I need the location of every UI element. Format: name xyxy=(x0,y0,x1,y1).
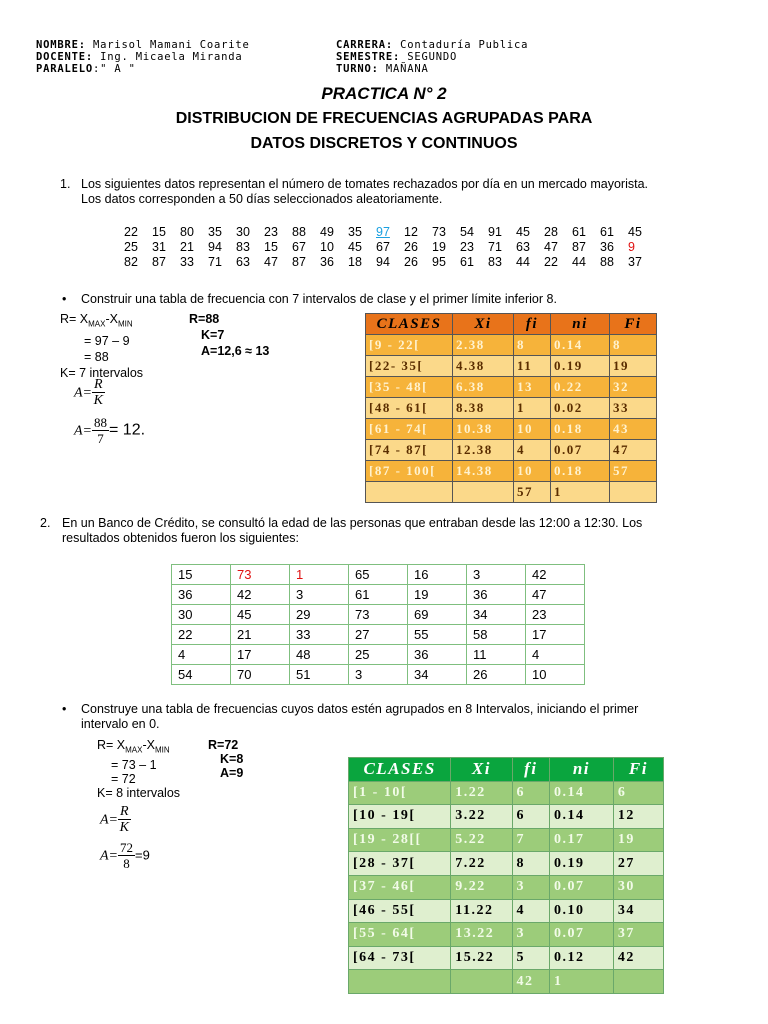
table-row xyxy=(349,781,664,805)
table-cell: 55 xyxy=(408,625,467,645)
subtitle-line-1: DISTRIBUCION DE FRECUENCIAS AGRUPADAS PARA xyxy=(175,110,593,127)
table-cell: 22 xyxy=(172,625,231,645)
table-row xyxy=(172,645,585,665)
data-value: 73 xyxy=(432,225,446,239)
data-value: 36 xyxy=(320,255,334,269)
table-cell: [61 - 74[ xyxy=(366,419,453,440)
table-cell: 36 xyxy=(172,585,231,605)
table-cell: 27 xyxy=(613,852,663,876)
table-cell: 3 xyxy=(467,565,526,585)
table-cell: 0.12 xyxy=(550,946,614,970)
table-cell: 5.22 xyxy=(451,828,512,852)
data-value: 91 xyxy=(488,225,502,239)
amplitude-result: A=12,6 ≈ 13 xyxy=(201,344,270,358)
range-formula: $R= X_{MAX}-X_{MIN}$ xyxy=(60,312,133,329)
data-value: 87 xyxy=(292,255,306,269)
table-row xyxy=(172,565,585,585)
table-cell: [55 - 64[ xyxy=(349,923,451,947)
total-cell: 1 xyxy=(551,482,610,503)
table-cell: 3 xyxy=(349,665,408,685)
table-row xyxy=(366,440,657,461)
k-result: K=7 xyxy=(201,328,225,342)
table-cell: [35 - 48[ xyxy=(366,377,453,398)
problem2-results xyxy=(208,737,243,781)
table-cell: 0.14 xyxy=(550,805,614,829)
total-cell xyxy=(453,482,514,503)
total-cell: 42 xyxy=(512,970,550,994)
table-cell: 3 xyxy=(512,875,550,899)
table-cell: [87 - 100[ xyxy=(366,461,453,482)
data-value: 97 xyxy=(376,225,390,239)
table-cell: 47 xyxy=(610,440,657,461)
table-cell: 12 xyxy=(613,805,663,829)
table-cell: 11.22 xyxy=(451,899,512,923)
k-result: K=8 xyxy=(220,752,244,766)
data-value: 21 xyxy=(180,240,194,254)
table-row xyxy=(349,923,664,947)
table-cell: 57 xyxy=(610,461,657,482)
table-cell: 23 xyxy=(526,605,585,625)
data-value: 10 xyxy=(320,240,334,254)
table-cell: 33 xyxy=(290,625,349,645)
table-cell: 43 xyxy=(610,419,657,440)
header-name-line xyxy=(36,39,250,51)
header-shift-line xyxy=(336,63,528,75)
table-cell: [74 - 87[ xyxy=(366,440,453,461)
problem2-text-line-2: resultados obtenidos fueron los siguientes: xyxy=(62,531,299,545)
range-value: = 72 xyxy=(111,771,136,786)
group-value: :" A " xyxy=(92,63,136,75)
table-cell: 0.14 xyxy=(551,335,610,356)
table-cell: 10 xyxy=(514,461,551,482)
table-cell: 9.22 xyxy=(451,875,512,899)
table-cell: 1 xyxy=(290,565,349,585)
data-value: 35 xyxy=(208,225,222,239)
amplitude-computation: A= $\frac{72}{8}$ =9 xyxy=(100,840,150,871)
data-row-3 xyxy=(124,255,724,270)
table-row xyxy=(366,461,657,482)
header-ni: ni xyxy=(550,758,614,782)
data-value: 23 xyxy=(460,240,474,254)
amplitude-result: A=9 xyxy=(220,766,244,780)
data-value: 94 xyxy=(208,240,222,254)
table-cell: 15.22 xyxy=(451,946,512,970)
data-value: 63 xyxy=(236,255,250,269)
page-title: PRACTICA N° 2 xyxy=(321,84,447,103)
problem1-instruction: Construir una tabla de frecuencia con 7 intervalos de clase y el primer límite inferior 8. xyxy=(81,292,557,306)
table-cell: [22- 35[ xyxy=(366,356,453,377)
table-cell: 10.38 xyxy=(453,419,514,440)
problem1-text xyxy=(81,177,741,207)
bullet-icon: • xyxy=(62,292,67,306)
table-row xyxy=(366,335,657,356)
table-cell: 0.22 xyxy=(551,377,610,398)
problem2-instruction-line-2: intervalo en 0. xyxy=(81,717,160,731)
data-value: 22 xyxy=(124,225,138,239)
intervals-count: K= 7 intervalos xyxy=(60,365,144,380)
table-cell: 0.07 xyxy=(551,440,610,461)
table-cell: 8 xyxy=(512,852,550,876)
table-cell: 45 xyxy=(231,605,290,625)
table-row xyxy=(172,585,585,605)
table-cell: 70 xyxy=(231,665,290,685)
data-value: 44 xyxy=(572,255,586,269)
table-cell: 69 xyxy=(408,605,467,625)
table-cell: 58 xyxy=(467,625,526,645)
problem1-calc xyxy=(60,311,143,381)
table-cell: 1 xyxy=(514,398,551,419)
data-value: 22 xyxy=(544,255,558,269)
amplitude-formula: A= $\frac{R}{K}$ xyxy=(74,377,103,408)
table-cell: 7 xyxy=(512,828,550,852)
total-cell xyxy=(366,482,453,503)
table-cell: [64 - 73[ xyxy=(349,946,451,970)
table-cell: 0.18 xyxy=(551,419,610,440)
range-substitution: = 97 – 9 xyxy=(84,333,130,348)
table-cell: 27 xyxy=(349,625,408,645)
table-cell: 4 xyxy=(172,645,231,665)
table-cell: 25 xyxy=(349,645,408,665)
header-right xyxy=(336,39,528,75)
table-cell: 47 xyxy=(526,585,585,605)
data-value: 45 xyxy=(348,240,362,254)
data-value: 61 xyxy=(572,225,586,239)
table-row xyxy=(366,398,657,419)
table-cell: 4.38 xyxy=(453,356,514,377)
table-cell: 0.07 xyxy=(550,875,614,899)
range-substitution: = 73 – 1 xyxy=(111,757,157,772)
data-value: 37 xyxy=(628,255,642,269)
table-cell: 6 xyxy=(613,781,663,805)
career-label: CARRERA: xyxy=(336,39,393,51)
problem1-number: 1. xyxy=(60,177,71,191)
table-cell: 4 xyxy=(514,440,551,461)
table-row xyxy=(349,852,664,876)
table-cell: 11 xyxy=(467,645,526,665)
data-value: 67 xyxy=(292,240,306,254)
table-cell: 6 xyxy=(512,781,550,805)
table-cell: [46 - 55[ xyxy=(349,899,451,923)
table-cell: 51 xyxy=(290,665,349,685)
data-value: 23 xyxy=(264,225,278,239)
total-cell xyxy=(613,970,663,994)
table-cell: 14.38 xyxy=(453,461,514,482)
data-value: 87 xyxy=(572,240,586,254)
problem2-text-line-1: En un Banco de Crédito, se consultó la edad de las personas que entraban desde las 12:00 a 12:30. Los xyxy=(62,516,643,530)
table-cell: 29 xyxy=(290,605,349,625)
data-value: 33 xyxy=(180,255,194,269)
problem1-data xyxy=(124,225,724,270)
header-group-line xyxy=(36,63,250,75)
table-cell: 42 xyxy=(231,585,290,605)
ages-data-table xyxy=(171,564,585,685)
header-clases: CLASES xyxy=(349,758,451,782)
data-value: 45 xyxy=(628,225,642,239)
data-value: 15 xyxy=(152,225,166,239)
data-value: 54 xyxy=(460,225,474,239)
data-value: 80 xyxy=(180,225,194,239)
problem1-results xyxy=(189,311,269,359)
table-cell: 15 xyxy=(172,565,231,585)
table-cell: 21 xyxy=(231,625,290,645)
total-cell: 1 xyxy=(550,970,614,994)
data-value: 83 xyxy=(488,255,502,269)
data-row-2 xyxy=(124,240,724,255)
table-cell: 4 xyxy=(526,645,585,665)
data-value: 19 xyxy=(432,240,446,254)
table-cell: [48 - 61[ xyxy=(366,398,453,419)
table-cell: 54 xyxy=(172,665,231,685)
subtitle-line-2: DATOS DISCRETOS Y CONTINUOS xyxy=(250,135,518,152)
header-left xyxy=(36,39,250,75)
header-xi: Xi xyxy=(451,758,512,782)
table-cell: 32 xyxy=(610,377,657,398)
shift-label: TURNO: xyxy=(336,63,379,75)
table-cell: 17 xyxy=(526,625,585,645)
header-teacher-line xyxy=(36,51,250,63)
data-value: 31 xyxy=(152,240,166,254)
data-value: 44 xyxy=(516,255,530,269)
table-row xyxy=(172,625,585,645)
table-cell: 8 xyxy=(514,335,551,356)
table-cell: 6.38 xyxy=(453,377,514,398)
table-row xyxy=(349,828,664,852)
name-value: Marisol Mamani Coarite xyxy=(85,39,250,51)
data-value: 47 xyxy=(544,240,558,254)
table-cell: 37 xyxy=(613,923,663,947)
teacher-value: Ing. Micaela Miranda xyxy=(92,51,243,63)
table-cell: 26 xyxy=(467,665,526,685)
header-Fi: Fi xyxy=(613,758,663,782)
frequency-table-1 xyxy=(365,313,657,503)
table-cell: 36 xyxy=(408,645,467,665)
range-value: = 88 xyxy=(84,349,109,364)
table-cell: 33 xyxy=(610,398,657,419)
table-cell: 16 xyxy=(408,565,467,585)
header-fi: fi xyxy=(512,758,550,782)
table-cell: 17 xyxy=(231,645,290,665)
table-cell: 34 xyxy=(613,899,663,923)
data-value: 12 xyxy=(404,225,418,239)
data-value: 9 xyxy=(628,240,635,254)
table-row xyxy=(366,356,657,377)
data-value: 94 xyxy=(376,255,390,269)
table-cell: 0.10 xyxy=(550,899,614,923)
table-row xyxy=(349,875,664,899)
header-ni: ni xyxy=(551,314,610,335)
table-row xyxy=(349,946,664,970)
header-semester-line xyxy=(336,51,528,63)
table-cell: 0.18 xyxy=(551,461,610,482)
name-label: NOMBRE: xyxy=(36,39,86,51)
data-value: 95 xyxy=(432,255,446,269)
totals-row xyxy=(366,482,657,503)
career-value: Contaduría Publica xyxy=(392,39,529,51)
table-cell: [10 - 19[ xyxy=(349,805,451,829)
total-cell: 57 xyxy=(514,482,551,503)
table-cell: [19 - 28[[ xyxy=(349,828,451,852)
problem2-instruction xyxy=(81,702,741,732)
data-value: 18 xyxy=(348,255,362,269)
table-cell: 7.22 xyxy=(451,852,512,876)
total-cell xyxy=(349,970,451,994)
range-result: R=88 xyxy=(189,312,220,326)
table-cell: [28 - 37[ xyxy=(349,852,451,876)
bullet-icon: • xyxy=(62,702,67,716)
table-cell: 12.38 xyxy=(453,440,514,461)
table-cell: 6 xyxy=(512,805,550,829)
table-cell: 2.38 xyxy=(453,335,514,356)
table-cell: 42 xyxy=(526,565,585,585)
table-cell: 0.19 xyxy=(551,356,610,377)
table-cell: 8.38 xyxy=(453,398,514,419)
data-value: 35 xyxy=(348,225,362,239)
data-value: 30 xyxy=(236,225,250,239)
table-cell: 65 xyxy=(349,565,408,585)
header-xi: Xi xyxy=(453,314,514,335)
data-value: 26 xyxy=(404,240,418,254)
table-cell: 11 xyxy=(514,356,551,377)
data-value: 82 xyxy=(124,255,138,269)
semester-value: SEGUNDO xyxy=(400,51,458,63)
table-cell: 34 xyxy=(467,605,526,625)
table-row xyxy=(349,805,664,829)
total-cell xyxy=(610,482,657,503)
table-cell: 8 xyxy=(610,335,657,356)
table-cell: 36 xyxy=(467,585,526,605)
header-Fi: Fi xyxy=(610,314,657,335)
problem1-text-line-2: Los datos corresponden a 50 días seleccionados aleatoriamente. xyxy=(81,192,443,206)
problem2-text xyxy=(62,516,742,546)
table-cell: 5 xyxy=(512,946,550,970)
table-cell: 0.02 xyxy=(551,398,610,419)
table-cell: 61 xyxy=(349,585,408,605)
range-result: R=72 xyxy=(208,738,239,752)
table-cell: 3.22 xyxy=(451,805,512,829)
data-value: 28 xyxy=(544,225,558,239)
table-row xyxy=(172,665,585,685)
table-row xyxy=(366,377,657,398)
problem2-number: 2. xyxy=(40,516,51,530)
data-value: 26 xyxy=(404,255,418,269)
table-cell: 48 xyxy=(290,645,349,665)
table-cell: 19 xyxy=(613,828,663,852)
table-row xyxy=(172,605,585,625)
totals-row xyxy=(349,970,664,994)
table-cell: [9 - 22[ xyxy=(366,335,453,356)
data-value: 87 xyxy=(152,255,166,269)
table-cell: 1.22 xyxy=(451,781,512,805)
table-cell: 3 xyxy=(290,585,349,605)
data-value: 63 xyxy=(516,240,530,254)
table-cell: 10 xyxy=(526,665,585,685)
problem2-instruction-line-1: Construye una tabla de frecuencias cuyos datos estén agrupados en 8 Intervalos, iniciando el primer xyxy=(81,702,639,716)
semester-label: SEMESTRE: xyxy=(336,51,401,63)
data-value: 88 xyxy=(600,255,614,269)
data-value: 61 xyxy=(460,255,474,269)
header-career-line xyxy=(336,39,528,51)
data-value: 83 xyxy=(236,240,250,254)
shift-value: MAÑANA xyxy=(378,63,429,75)
table-cell: 0.19 xyxy=(550,852,614,876)
data-value: 47 xyxy=(264,255,278,269)
table-cell: 13 xyxy=(514,377,551,398)
range-formula: $R= X_{MAX}-X_{MIN}$ xyxy=(97,738,170,755)
table-cell: 19 xyxy=(408,585,467,605)
amplitude-computation: A= $\frac{88}{7}$ = 12. xyxy=(74,415,146,446)
total-cell xyxy=(451,970,512,994)
header-fi: fi xyxy=(514,314,551,335)
header-clases: CLASES xyxy=(366,314,453,335)
table-cell: 4 xyxy=(512,899,550,923)
data-value: 15 xyxy=(264,240,278,254)
data-value: 67 xyxy=(376,240,390,254)
problem1-text-line-1: Los siguientes datos representan el número de tomates rechazados por día en un mercado mayorista. xyxy=(81,177,648,191)
table-cell: 34 xyxy=(408,665,467,685)
table-cell: [1 - 10[ xyxy=(349,781,451,805)
data-value: 88 xyxy=(292,225,306,239)
table-cell: 0.17 xyxy=(550,828,614,852)
table-cell: 42 xyxy=(613,946,663,970)
table-cell: 30 xyxy=(172,605,231,625)
data-value: 36 xyxy=(600,240,614,254)
table-cell: 3 xyxy=(512,923,550,947)
data-value: 71 xyxy=(488,240,502,254)
intervals-count: K= 8 intervalos xyxy=(97,785,181,800)
group-label: PARALELO xyxy=(36,63,93,75)
table-row xyxy=(366,419,657,440)
table-cell: 19 xyxy=(610,356,657,377)
frequency-table-2 xyxy=(348,757,664,994)
data-value: 25 xyxy=(124,240,138,254)
data-value: 61 xyxy=(600,225,614,239)
table-cell: 30 xyxy=(613,875,663,899)
table-cell: 73 xyxy=(349,605,408,625)
table-cell: 0.14 xyxy=(550,781,614,805)
data-value: 45 xyxy=(516,225,530,239)
table-cell: 10 xyxy=(514,419,551,440)
table-cell: 73 xyxy=(231,565,290,585)
table-row xyxy=(349,899,664,923)
data-value: 49 xyxy=(320,225,334,239)
table-cell: 13.22 xyxy=(451,923,512,947)
table-cell: 0.07 xyxy=(550,923,614,947)
teacher-label: DOCENTE: xyxy=(36,51,93,63)
problem2-calc xyxy=(97,737,180,801)
amplitude-formula: A= $\frac{R}{K}$ xyxy=(100,804,129,835)
data-value: 71 xyxy=(208,255,222,269)
table-cell: [37 - 46[ xyxy=(349,875,451,899)
data-row-1 xyxy=(124,225,724,240)
